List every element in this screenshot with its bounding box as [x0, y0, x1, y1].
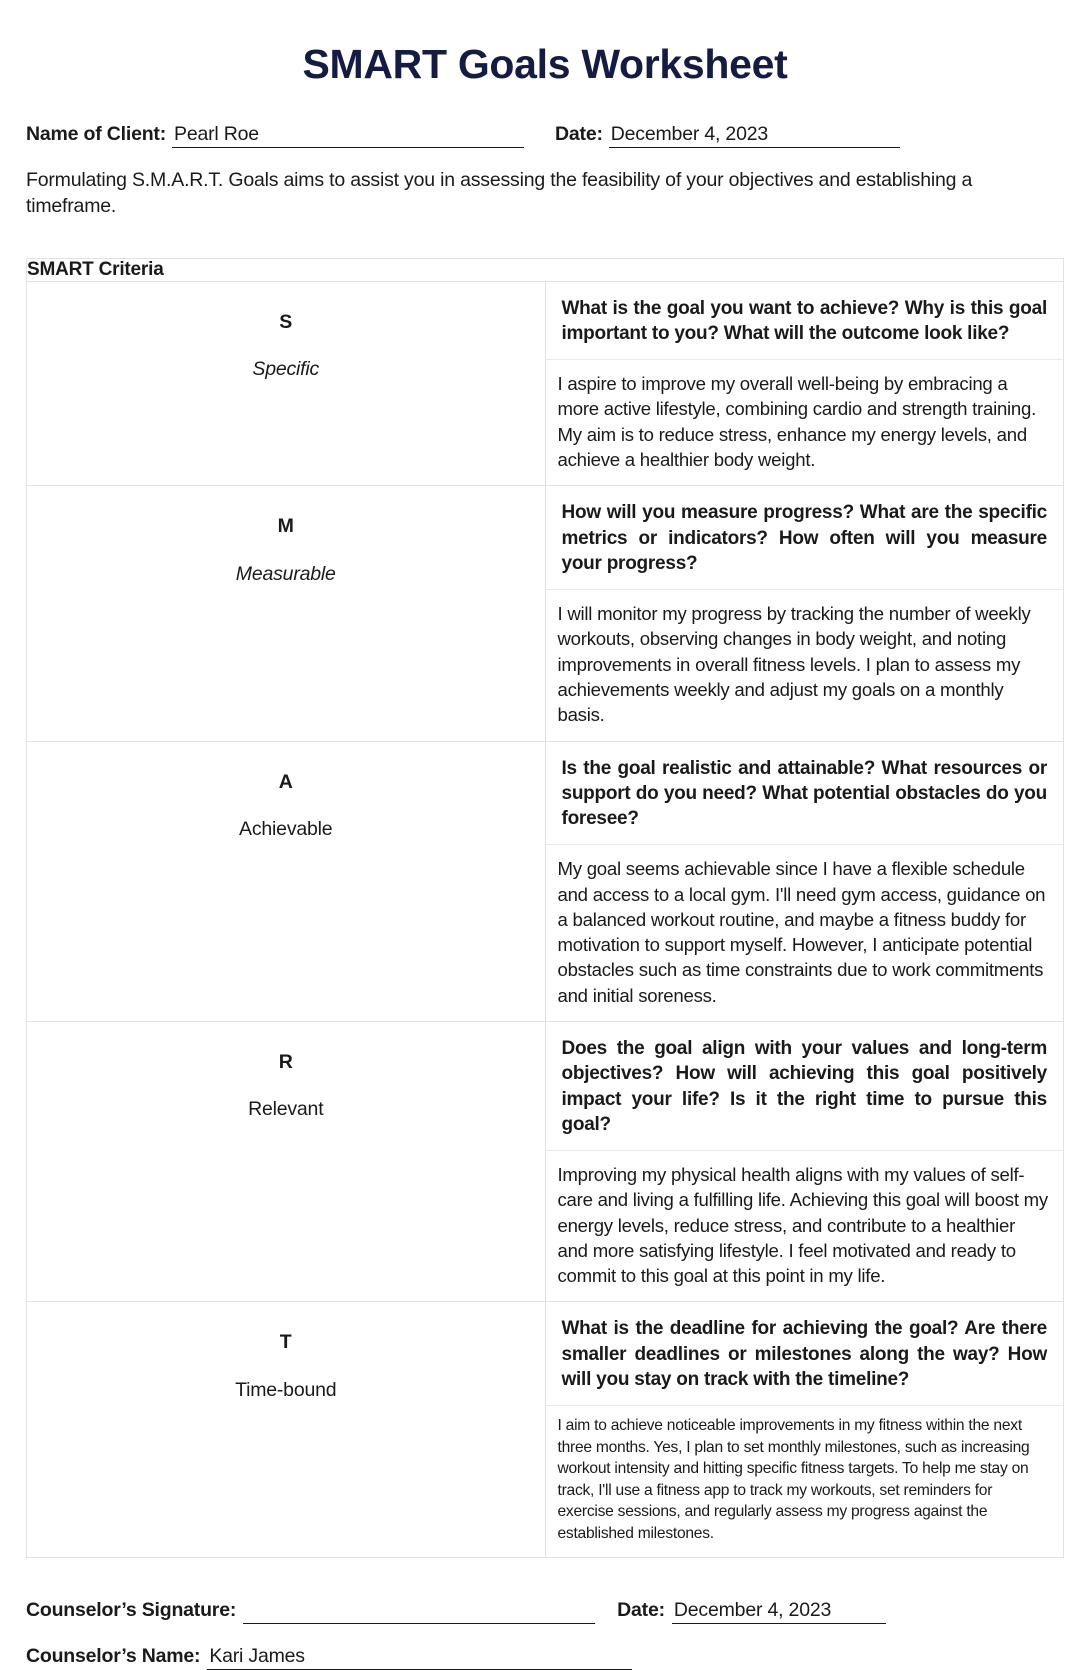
criterion-letter-t: T [279, 1331, 292, 1354]
client-name-field[interactable] [26, 123, 524, 148]
client-date-input[interactable] [609, 123, 900, 148]
table-row [27, 1022, 1064, 1302]
criterion-word-s: Specific [252, 358, 320, 381]
criterion-word-m: Measurable [235, 562, 336, 585]
counselor-name-row [26, 1645, 1064, 1670]
signature-row [26, 1599, 1064, 1624]
client-date-label: Date: [555, 123, 603, 146]
counselor-name-field[interactable] [26, 1645, 632, 1670]
criterion-cell-r [27, 1022, 546, 1302]
intro-paragraph: Formulating S.M.A.R.T. Goals aims to assist you in assessing the feasibility of your objectives and establishing a timeframe. [26, 169, 973, 218]
counselor-signature-field[interactable] [26, 1599, 595, 1624]
counselor-date-value: December 4, 2023 [673, 1599, 832, 1622]
criterion-word-r: Relevant [248, 1098, 324, 1121]
table-row [27, 281, 1064, 486]
criterion-answer-a[interactable]: My goal seems achievable since I have a flexible schedule and access to a local gym. I'll need gym access, guidance on a balanced workout routine, and maybe a fitness buddy for motivation to support myself. However, I anticipate potential obstacles such as time constraints due to work commitments and initial soreness. [557, 858, 1046, 1006]
criterion-question-t: What is the deadline for achieving the goal? Are there smaller deadlines or milestones along the way? How will you stay on track with the timeline? [546, 1302, 1064, 1406]
criterion-question-r: Does the goal align with your values and long-term objectives? How will achieving this goal positively impact your life? Is it the right time to pursue this goal? [546, 1022, 1064, 1151]
counselor-name-label: Counselor’s Name: [26, 1645, 201, 1668]
counselor-date-input[interactable] [672, 1599, 886, 1624]
criterion-answer-m[interactable]: I will monitor my progress by tracking the number of weekly workouts, observing changes in body weight, and noting improvements in overall fitness levels. I plan to assess my achievements weekly and adjust my goals on a monthly basis. [557, 603, 1031, 726]
table-header-row [27, 258, 1064, 281]
client-name-value: Pearl Roe [174, 123, 259, 146]
criterion-question-a: Is the goal realistic and attainable? What resources or support do you need? What potential obstacles do you foresee? [546, 742, 1064, 846]
client-date-field[interactable] [555, 123, 900, 148]
criterion-content-m [545, 486, 1064, 741]
criterion-letter-a: A [278, 770, 293, 793]
criterion-answer-r[interactable]: Improving my physical health aligns with my values of self-care and living a fulfilling life. Achieving this goal will boost my energy levels, reduce stress, and contribute to a healthier and more satisfying lifestyle. I feel motivated and ready to commit to this goal at this point in my life. [557, 1164, 1048, 1287]
criterion-cell-m [27, 486, 546, 741]
client-name-label: Name of Client: [26, 123, 167, 146]
counselor-date-field[interactable] [617, 1599, 886, 1624]
criterion-cell-t [27, 1302, 546, 1558]
smart-criteria-table [26, 258, 1064, 1559]
smart-criteria-header: SMART Criteria [27, 258, 1064, 281]
counselor-signature-value [245, 1599, 250, 1621]
counselor-name-value: Kari James [209, 1645, 305, 1668]
client-identity-row [26, 123, 1064, 148]
table-row [27, 486, 1064, 741]
counselor-date-label: Date: [617, 1599, 665, 1622]
criterion-letter-s: S [279, 310, 293, 333]
counselor-name-input[interactable] [207, 1645, 632, 1670]
page-title: SMART Goals Worksheet [302, 41, 788, 87]
client-name-input[interactable] [172, 123, 524, 148]
criterion-word-t: Time-bound [235, 1378, 337, 1401]
client-date-value: December 4, 2023 [610, 123, 769, 146]
criterion-cell-s [27, 281, 546, 486]
criterion-word-a: Achievable [239, 817, 333, 840]
table-row [27, 741, 1064, 1021]
criterion-answer-t[interactable]: I aim to achieve noticeable improvements in my fitness within the next three months. Yes, I plan to set monthly milestones, such as increasing workout intensity and hitting specific fitness targets. To help me stay on track, I'll use a fitness app to track my workouts, set reminders for exercise sessions, and regularly assess my progress against the established milestones. [557, 1417, 1030, 1542]
counselor-signature-block [26, 1599, 1064, 1670]
criterion-letter-r: R [278, 1051, 293, 1074]
criterion-cell-a [27, 741, 546, 1021]
criterion-question-m: How will you measure progress? What are the specific metrics or indicators? How often will you measure your progress? [546, 486, 1064, 590]
counselor-signature-label: Counselor’s Signature: [26, 1599, 237, 1622]
criterion-content-t [545, 1302, 1064, 1558]
table-row [27, 1302, 1064, 1558]
criterion-content-r [545, 1022, 1064, 1302]
criterion-content-s [545, 281, 1064, 486]
criterion-letter-m: M [277, 515, 294, 538]
criterion-question-s: What is the goal you want to achieve? Why is this goal important to you? What will the outcome look like? [546, 282, 1064, 361]
criterion-answer-s[interactable]: I aspire to improve my overall well-being by embracing a more active lifestyle, combining cardio and strength training. My aim is to reduce stress, enhance my energy levels, and achieve a healthier body weight. [557, 373, 1037, 471]
criterion-content-a [545, 741, 1064, 1021]
counselor-signature-input[interactable] [243, 1599, 595, 1624]
